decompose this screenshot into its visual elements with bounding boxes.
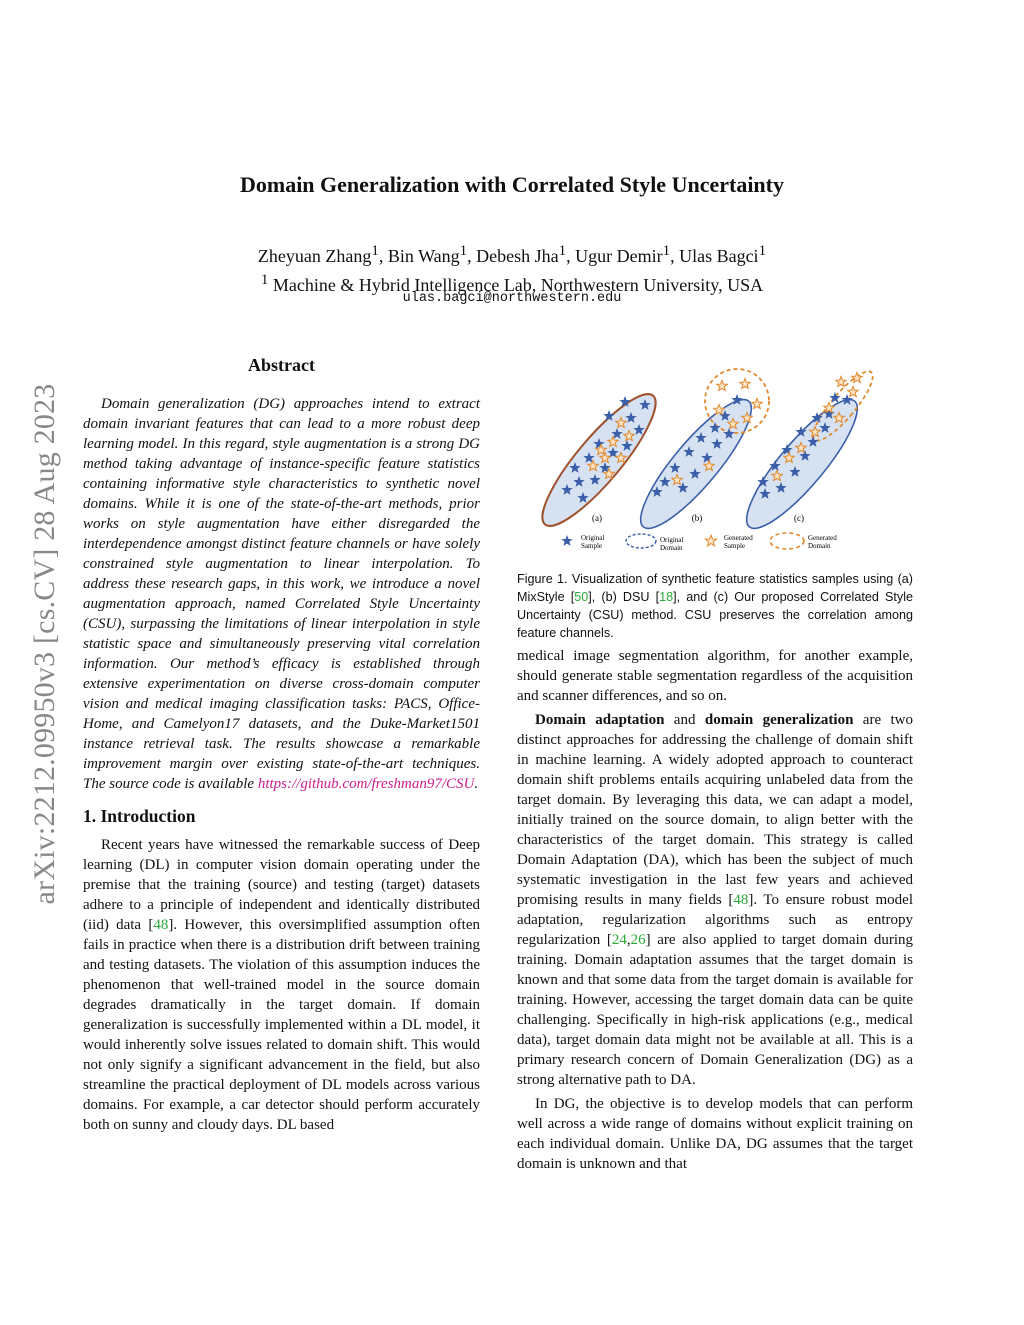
abstract-text: Domain generalization (DG) approaches intend to extract domain invariant features that can lead to a more robust deep learning model. In this regard, style augmentation is a strong DG method taking advantage of instance-specific feature statistics containing informative style characteristics to synthetic novel domains. While it is one of the state-of-the-art methods, prior works on style augmentation have either disregarded the interdependence amongst distinct feature channels or have solely constrained style augmentation to linear interpolation. To address these research gaps, in this work, we introduce a novel augmentation approach, named Correlated Style Uncertainty (CSU), surpassing the limitations of linear interpolation in style statistic space and simultaneously preserving vital correlation information. Our method’s efficacy is established through extensive experimentation on diverse cross-domain computer vision and medical imaging classification tasks: PACS, Office-Home, and Camelyon17 datasets, and the Duke-Market1501 instance retrieval task. The results showcase a remarkable improvement margin over existing state-of-the-art techniques. The source code is available	[83, 396, 480, 792]
paper-title: Domain Generalization with Correlated Style Uncertainty	[239, 172, 784, 197]
generated-sample-star	[848, 386, 859, 396]
generated-sample-star	[752, 398, 763, 408]
author-name: Ugur Demir	[575, 246, 663, 266]
panel-c	[732, 365, 880, 541]
abstract-body	[83, 394, 480, 794]
legend-label: Sample	[724, 542, 745, 550]
generated-sample-star	[705, 535, 716, 546]
body-text: ,	[626, 932, 631, 948]
citation-link[interactable]: 48	[733, 892, 749, 908]
panel-label-c: (c)	[794, 513, 804, 523]
legend-label: Domain	[808, 542, 831, 550]
body-text: ] are also applied to target domain during training. Domain adaptation assumes that the target domain is known and that some data from the target domain is available for training. However, accessing the target domain data can be quite challenging. Specifically in high-risk applications (e.g., medical data), target domain data might not be available at all. This is a primary research concern of Domain Generalization (DG) as a strong alternative path to DA.	[517, 932, 913, 1088]
citation-link[interactable]: 48	[153, 917, 169, 933]
body-paragraph: medical image segmentation algorithm, for another example, should generate stable segmentation regardless of the acquisition and scanner differences, and so on.	[517, 648, 913, 704]
author-affiliation-mark: 1	[662, 243, 671, 259]
author-affiliation-mark: 1	[758, 243, 767, 259]
intro-text: Recent years have witnessed the remarkable success of Deep learning (DL) in computer vision domain operating under the premise that the training (source) and testing (target) datasets adhere to a principle of independent and identically distributed (iid) data [	[83, 837, 480, 933]
citation-link[interactable]: 18	[659, 590, 674, 604]
figure-1-visualization	[517, 358, 913, 564]
legend-generated-domain-icon	[770, 533, 804, 549]
body-text: are two distinct approaches for addressing the challenge of domain shift in machine learning. A widely adopted approach to counteract domain shift problems entails acquiring unlabeled data from the target domain. By leveraging this data, we can adapt a model, initially trained on the source domain, to align better with the characteristics of the target domain. This strategy is called Domain Adaptation (DA), which has been the subject of much systematic investigation in the last few years and achieved promising results in many fields [	[517, 712, 913, 908]
body-text: ]. To ensure robust model adaptation, regularization algorithms such as entropy regularization [	[517, 892, 913, 948]
caption-text: ], (b) DSU [	[588, 590, 660, 604]
right-column	[517, 358, 913, 1174]
author-name: Zheyuan Zhang	[257, 246, 372, 266]
generated-sample-star	[836, 376, 847, 386]
citation-link[interactable]: 26	[630, 932, 646, 948]
original-sample-star	[561, 535, 572, 546]
citation-link[interactable]: 24	[611, 932, 627, 948]
author-affiliation-mark: 1	[459, 243, 468, 259]
author-name: Bin Wang	[387, 246, 460, 266]
legend-label: Generated	[808, 534, 837, 542]
legend-generated-sample-icon	[705, 535, 716, 546]
caption-text: ], and (c) Our proposed Correlated Style Uncertainty (CSU) method. CSU preserves the correlation among feature channels.	[517, 590, 914, 640]
term-domain-adaptation: Domain adaptation	[535, 712, 665, 728]
body-text: and	[664, 712, 705, 728]
left-column	[83, 355, 480, 1135]
author-email: ulas.bagci@northwestern.edu	[402, 291, 622, 306]
affiliation: Machine & Hybrid Intelligence Lab, Northwestern University, USA	[272, 275, 764, 295]
affiliation-mark: 1	[260, 272, 269, 288]
legend-label: Domain	[660, 544, 683, 552]
intro-paragraph	[83, 835, 480, 1135]
legend-label: Generated	[724, 534, 753, 542]
legend-original-sample-icon	[561, 535, 572, 546]
source-code-link[interactable]: https://github.com/freshman97/CSU	[257, 776, 475, 792]
figure-1-caption	[517, 570, 913, 642]
section-heading-introduction: 1. Introduction	[83, 806, 196, 826]
generated-sample-star	[740, 378, 751, 388]
arxiv-id: arXiv:2212.09950v3 [cs.CV] 28 Aug 2023	[28, 383, 61, 905]
author-name: Ulas Bagci	[679, 246, 759, 266]
legend-label: Sample	[581, 542, 602, 550]
citation-link[interactable]: 50	[574, 590, 589, 604]
intro-text: ]. However, this oversimplified assumption often fails in practice when there is a distribution drift between training and testing datasets. The violation of this assumption induces the phenomenon that well-trained model in the source domain degrades dramatically in the target domain. If domain generalization is successfully implemented within a DL model, it would inherently solve issues related to domain shift. This would not only signify a significant advancement in the field, but also streamline the practical deployment of DL models across various domains. For example, a car detector should perform accurately both on sunny and cloudy days. DL based	[83, 917, 480, 1133]
author-affiliation-mark: 1	[371, 243, 379, 259]
generated-sample-star	[717, 380, 728, 390]
legend-original-domain-icon	[626, 534, 656, 548]
author-affiliation-mark: 1	[558, 243, 567, 259]
panel-label-b: (b)	[691, 513, 703, 523]
figure-legend	[561, 533, 837, 552]
panel-label-a: (a)	[592, 513, 602, 523]
generated-sample-star	[852, 372, 863, 382]
author-block	[0, 239, 1024, 297]
original-sample-star	[829, 392, 840, 403]
arxiv-sidebar-stamp	[28, 346, 62, 942]
body-paragraph	[517, 710, 913, 1090]
legend-label: Original	[581, 534, 605, 542]
author-name: Debesh Jha	[476, 246, 559, 266]
abstract-end: .	[474, 776, 479, 792]
legend-label: Original	[660, 536, 684, 544]
caption-text: Figure 1. Visualization of synthetic feature statistics samples using (a) MixStyle [	[517, 572, 913, 604]
body-paragraph: In DG, the objective is to develop models that can perform well across a wide range of domains without explicit training on each individual domain. Unlike DA, DG assumes that the target domain is unknown and that	[517, 1096, 913, 1172]
term-domain-generalization: domain generalization	[704, 712, 854, 728]
abstract-heading: Abstract	[248, 355, 315, 375]
author-list: Zheyuan Zhang$^1$, Bin Wang$^1$, Debesh Jha$^1$, Ugur Demir$^1$, Ulas Bagci$^1$	[257, 243, 767, 266]
